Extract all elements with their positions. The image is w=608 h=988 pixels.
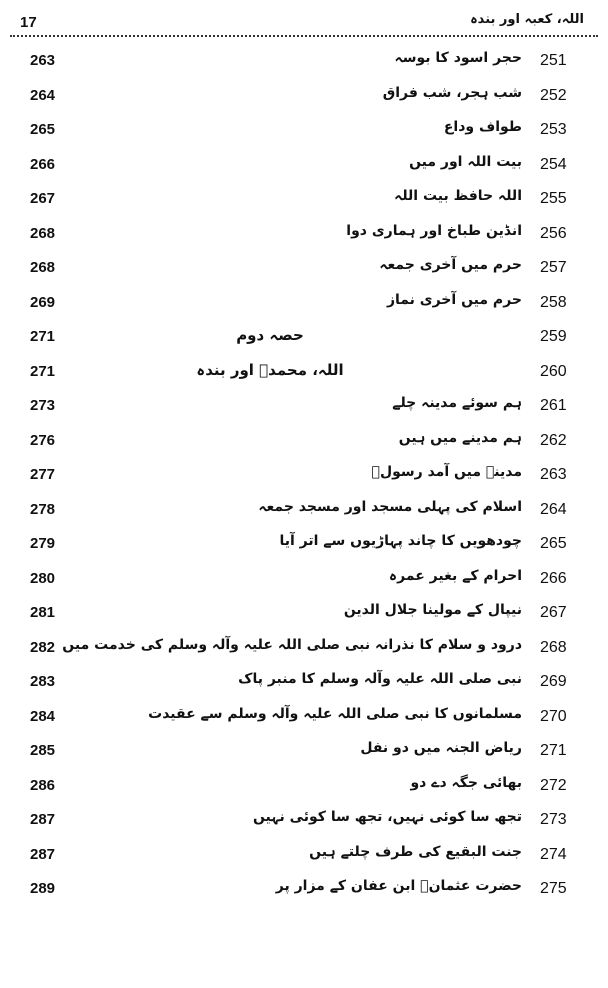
toc-page-number: 268 — [30, 224, 56, 242]
toc-entry-title: ریاض الجنہ میں دو نفل — [360, 740, 522, 756]
toc-entry-title: بھائی جگہ دے دو — [410, 774, 522, 791]
toc-row — [0, 460, 608, 495]
toc-entry-title: اسلام کی پہلی مسجد اور مسجد جمعہ — [258, 498, 522, 515]
toc-page-number: 271 — [30, 328, 56, 345]
toc-entry-title: چودھویں کا چاند پہاڑیوں سے اتر آیا — [279, 533, 522, 549]
toc-entry-title: نبی صلی اللہ علیہ وآلہ وسلم کا منبر پاک — [238, 671, 522, 687]
toc-page-number: 277 — [30, 466, 56, 483]
toc-row — [0, 529, 608, 564]
toc-entry-title: حرم میں آخری نماز — [386, 291, 522, 308]
toc-entry-title: حجر اسود کا بوسہ — [394, 50, 522, 66]
toc-row — [0, 219, 608, 254]
toc-entry-number: 274 — [540, 845, 567, 863]
toc-page-number: 281 — [30, 604, 56, 621]
toc-entry-number: 269 — [540, 673, 567, 690]
toc-row — [0, 253, 608, 288]
toc-entry-number: 263 — [540, 466, 567, 483]
toc-entry-title: احرام کے بغیر عمرہ — [388, 567, 522, 584]
toc-entry-title: شب ہجر، شب فراق — [382, 84, 522, 101]
toc-row — [0, 495, 608, 530]
toc-row — [0, 702, 608, 737]
toc-row — [0, 598, 608, 633]
toc-page-number: 282 — [30, 638, 56, 656]
toc-entry-number: 262 — [540, 431, 567, 449]
toc-entry-number: 260 — [540, 362, 567, 380]
toc-entry-title: جنت البقیع کی طرف چلتے ہیں — [309, 843, 522, 860]
toc-page-number: 276 — [30, 431, 56, 449]
toc-entry-title: تجھ سا کوئی نہیں، تجھ سا کوئی نہیں — [252, 809, 522, 825]
toc-entry-number: 257 — [540, 259, 567, 276]
toc-entry-title: انڈین طباخ اور ہماری دوا — [346, 222, 522, 239]
toc-entry-number: 253 — [540, 121, 567, 138]
toc-row — [0, 667, 608, 702]
toc-row — [0, 150, 608, 185]
toc-page-number: 279 — [30, 535, 56, 552]
toc-page-number: 268 — [30, 259, 56, 276]
toc-entry-number: 254 — [540, 155, 567, 173]
toc-row — [0, 288, 608, 323]
toc-row — [0, 357, 608, 392]
toc-entry-number: 256 — [540, 224, 567, 242]
dotted-divider — [10, 35, 598, 37]
toc-entry-number: 264 — [540, 500, 567, 518]
toc-row — [0, 736, 608, 771]
running-title: اللہ، کعبہ اور بندہ — [470, 12, 584, 27]
toc-row — [0, 322, 608, 357]
toc-page-number: 266 — [30, 155, 56, 173]
toc-entry-title: مسلمانوں کا نبی صلی اللہ علیہ وآلہ وسلم سے عقیدت — [148, 705, 522, 722]
toc-row — [0, 805, 608, 840]
toc-page-number: 273 — [30, 397, 56, 414]
toc-entry-number: 266 — [540, 569, 567, 587]
toc-entry-title: ہم مدینے میں ہیں — [398, 429, 522, 446]
toc-entry-number: 261 — [540, 397, 567, 414]
toc-entry-title: نیپال کے مولینا جلال الدین — [343, 602, 522, 618]
toc-section-heading: اللہ، محمدؐ اور بندہ — [196, 360, 344, 379]
toc-entry-number: 268 — [540, 638, 567, 656]
toc-page-number: 269 — [30, 293, 56, 311]
toc-row — [0, 46, 608, 81]
toc-entry-number: 265 — [540, 535, 567, 552]
toc-entry-title: مدینہ میں آمد رسولؐ — [371, 464, 522, 480]
toc-entry-title: حضرت عثمانؓ ابن عفان کے مزار پر — [275, 878, 522, 894]
page-number: 17 — [20, 14, 37, 31]
toc-entry-number: 270 — [540, 707, 567, 725]
toc-page-number: 289 — [30, 880, 56, 897]
toc-entry-number: 258 — [540, 293, 567, 311]
toc-page-number: 287 — [30, 811, 56, 828]
toc-page-number: 278 — [30, 500, 56, 518]
page-header — [0, 0, 608, 40]
toc-page-number: 284 — [30, 707, 56, 725]
toc-page-number: 265 — [30, 121, 56, 138]
toc-row — [0, 391, 608, 426]
toc-entry-title: بیت اللہ اور میں — [409, 153, 522, 170]
toc-page-number: 264 — [30, 86, 56, 104]
toc-entry-title: ہم سوئے مدینہ چلے — [392, 395, 522, 411]
toc-entry-number: 252 — [540, 86, 567, 104]
toc-page-number: 287 — [30, 845, 56, 863]
table-of-contents — [0, 46, 608, 909]
toc-entry-title: حرم میں آخری جمعہ — [379, 257, 522, 273]
toc-row — [0, 771, 608, 806]
toc-entry-title: اللہ حافظ بیت اللہ — [394, 188, 522, 204]
toc-entry-number: 267 — [540, 604, 567, 621]
toc-row — [0, 426, 608, 461]
toc-row — [0, 184, 608, 219]
toc-row — [0, 564, 608, 599]
toc-entry-number: 273 — [540, 811, 567, 828]
toc-page-number: 285 — [30, 742, 56, 759]
toc-row — [0, 874, 608, 909]
toc-page-number: 263 — [30, 52, 56, 69]
toc-page-number: 267 — [30, 190, 56, 207]
toc-entry-number: 259 — [540, 328, 567, 345]
toc-entry-title: درود و سلام کا نذرانہ نبی صلی اللہ علیہ وآلہ وسلم کی خدمت میں — [62, 636, 522, 653]
toc-row — [0, 840, 608, 875]
toc-row — [0, 115, 608, 150]
toc-page-number: 286 — [30, 776, 56, 794]
toc-row — [0, 633, 608, 668]
toc-page-number: 283 — [30, 673, 56, 690]
toc-page-number: 271 — [30, 362, 56, 380]
toc-entry-number: 251 — [540, 52, 567, 69]
toc-page-number: 280 — [30, 569, 56, 587]
toc-entry-number: 272 — [540, 776, 567, 794]
toc-section-heading: حصہ دوم — [236, 326, 304, 344]
toc-entry-title: طواف وداع — [443, 119, 522, 135]
toc-row — [0, 81, 608, 116]
toc-entry-number: 255 — [540, 190, 567, 207]
toc-entry-number: 275 — [540, 880, 567, 897]
toc-entry-number: 271 — [540, 742, 567, 759]
